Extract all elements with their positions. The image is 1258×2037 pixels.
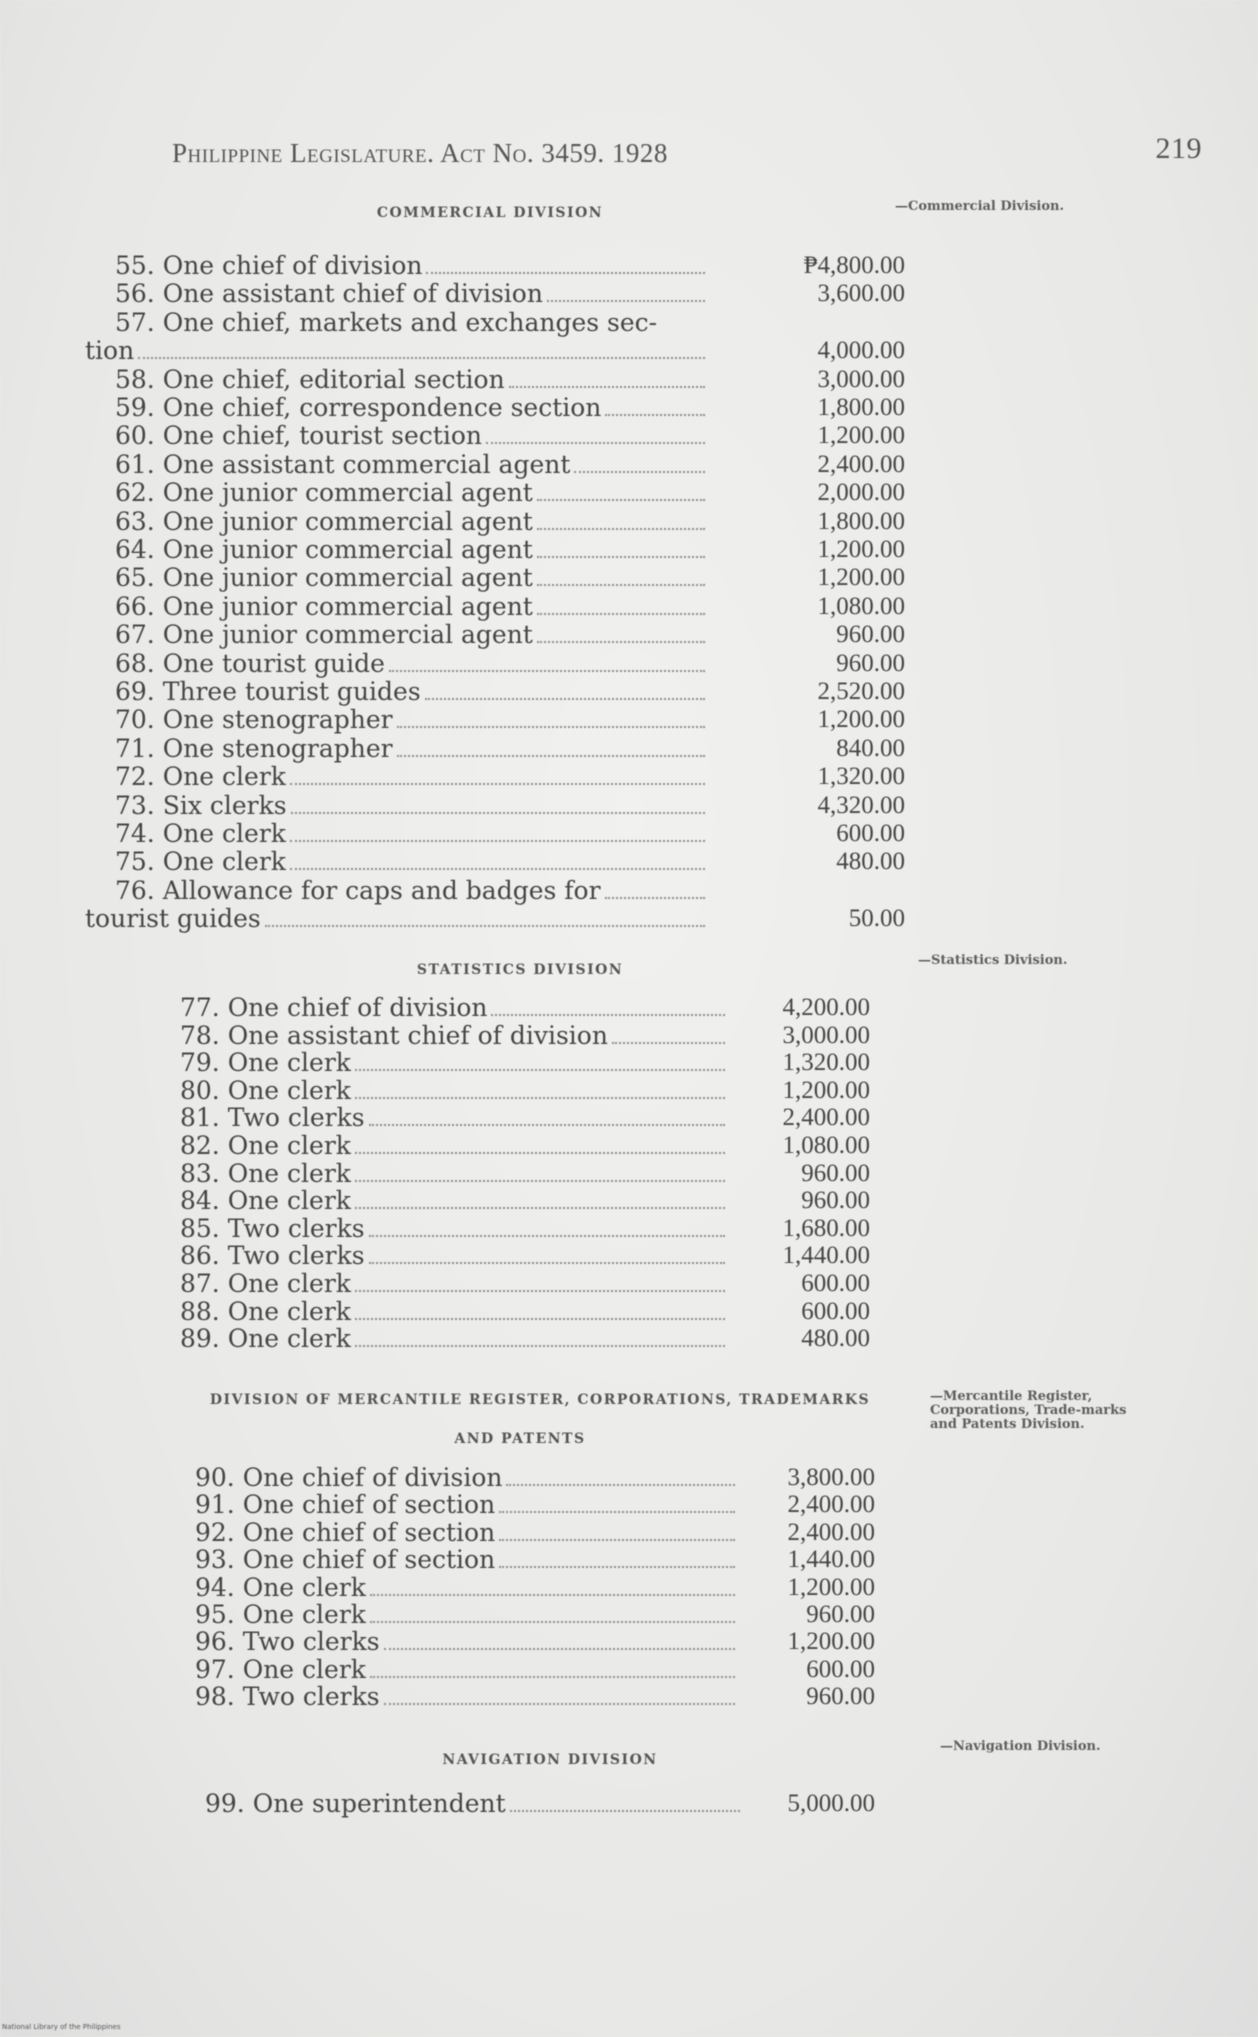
line-item-amount: 1,320.00: [782, 1049, 870, 1077]
line-item: [180, 1132, 920, 1160]
line-item-label: 65. One junior commercial agent: [115, 563, 533, 593]
line-item-label: 85. Two clerks: [180, 1213, 365, 1243]
line-item-label: 89. One clerk: [180, 1324, 351, 1354]
line-item: [180, 1104, 920, 1132]
dot-leader: [369, 1235, 725, 1237]
dot-leader: [537, 584, 705, 586]
line-item: [180, 1077, 920, 1105]
dot-leader: [537, 613, 705, 615]
line-item: [195, 1464, 930, 1492]
line-item-amount: 480.00: [801, 1325, 870, 1353]
dot-leader: [547, 300, 705, 302]
dot-leader: [384, 1703, 735, 1705]
dot-leader: [290, 868, 705, 870]
section-mercantile-items: [195, 1464, 930, 1744]
margin-note-mercantile: —Mercantile Register, Corporations, Trade-marks and Patents Division.: [930, 1389, 1127, 1432]
line-item-label: 72. One clerk: [115, 762, 286, 792]
line-item-label: 73. Six clerks: [115, 790, 287, 820]
dot-leader: [499, 1539, 735, 1541]
dot-leader: [612, 1042, 725, 1044]
dot-leader: [369, 1124, 725, 1126]
line-item-amount: 1,440.00: [787, 1546, 875, 1574]
line-item-amount: 1,800.00: [817, 507, 905, 535]
line-item: [115, 309, 905, 337]
line-item: [195, 1519, 930, 1547]
line-item-label: 67. One junior commercial agent: [115, 620, 533, 650]
dot-leader: [370, 1676, 735, 1678]
line-item-label: 70. One stenographer: [115, 705, 393, 735]
line-item-label: 86. Two clerks: [180, 1241, 365, 1271]
line-item-amount: 1,200.00: [817, 706, 905, 734]
line-item: [115, 763, 905, 791]
line-item-amount: 3,800.00: [787, 1464, 875, 1491]
dot-leader: [355, 1318, 725, 1320]
line-item-label: 60. One chief, tourist section: [115, 421, 482, 451]
dot-leader: [265, 925, 705, 927]
line-item: [180, 1049, 920, 1077]
line-item-label: 93. One chief of section: [195, 1545, 496, 1575]
line-item-amount: 480.00: [836, 848, 905, 876]
line-item-amount: 1,320.00: [817, 763, 905, 791]
line-item: [115, 536, 905, 564]
line-item: [205, 1790, 935, 1818]
line-item: [195, 1546, 930, 1574]
line-item-label: 83. One clerk: [180, 1158, 351, 1188]
dot-leader: [537, 499, 705, 501]
dot-leader: [605, 414, 705, 416]
dot-leader: [537, 556, 705, 558]
line-item: [180, 994, 920, 1022]
margin-note-navigation: —Navigation Division.: [940, 1739, 1101, 1754]
line-item-amount: 1,200.00: [782, 1076, 870, 1104]
line-item-label: 97. One clerk: [195, 1654, 366, 1684]
line-item: [85, 336, 905, 366]
line-item-amount: 1,200.00: [817, 536, 905, 563]
line-item-label: tourist guides: [85, 904, 261, 934]
line-item-label: 87. One clerk: [180, 1269, 351, 1298]
dot-leader: [486, 442, 705, 444]
line-item: [180, 1325, 920, 1353]
line-item-amount: 2,400.00: [817, 450, 905, 478]
line-item: [115, 621, 905, 649]
line-item-label: 82. One clerk: [180, 1131, 351, 1160]
dot-leader: [499, 1511, 735, 1513]
line-item-amount: 2,400.00: [782, 1104, 870, 1132]
section-commercial-items: [85, 251, 905, 934]
page-number: 219: [1155, 132, 1202, 165]
line-item-amount: 2,000.00: [817, 479, 905, 507]
line-item: [115, 280, 905, 308]
dot-leader: [291, 812, 705, 814]
dot-leader: [574, 471, 705, 473]
margin-note-statistics: —Statistics Division.: [918, 953, 1068, 968]
line-item-amount: 1,200.00: [817, 422, 905, 450]
line-item-label: 58. One chief, editorial section: [115, 364, 505, 394]
line-item-label: 94. One clerk: [195, 1572, 366, 1602]
line-item: [180, 1270, 920, 1298]
dot-leader: [426, 272, 705, 274]
line-item: [115, 735, 905, 763]
line-item-label: 92. One chief of section: [195, 1517, 496, 1547]
line-item-label: 62. One junior commercial agent: [115, 478, 533, 508]
dot-leader: [389, 670, 705, 672]
line-item-amount: 840.00: [836, 734, 905, 762]
line-item-amount: 1,800.00: [817, 394, 905, 421]
margin-note-commercial: —Commercial Division.: [895, 199, 1064, 214]
dot-leader: [355, 1180, 725, 1182]
dot-leader: [509, 386, 705, 388]
line-item-label: 98. Two clerks: [195, 1682, 380, 1712]
dot-leader: [537, 528, 705, 530]
line-item-label: 71. One stenographer: [115, 733, 393, 763]
line-item-amount: 4,320.00: [817, 791, 905, 819]
dot-leader: [370, 1621, 735, 1623]
line-item-amount: 960.00: [801, 1187, 870, 1215]
section-heading-commercial: COMMERCIAL DIVISION: [376, 205, 604, 221]
dot-leader: [355, 1290, 725, 1292]
section-navigation-items: [205, 1790, 935, 1830]
line-item: [115, 451, 905, 479]
line-item-amount: 3,000.00: [782, 1021, 870, 1049]
section-heading-mercantile-2: AND PATENTS: [454, 1431, 586, 1447]
line-item: [180, 1215, 920, 1243]
line-item: [115, 678, 905, 706]
line-item-amount: 2,400.00: [787, 1491, 875, 1519]
line-item-label: 64. One junior commercial agent: [115, 535, 533, 564]
line-item-amount: 1,080.00: [817, 592, 905, 620]
line-item-amount: 50.00: [848, 905, 905, 933]
dot-leader: [290, 783, 705, 785]
line-item: [195, 1656, 930, 1684]
line-item-label: 63. One junior commercial agent: [115, 506, 533, 536]
line-item-amount: 960.00: [836, 649, 905, 677]
line-item-label: 81. Two clerks: [180, 1103, 365, 1133]
line-item: [115, 792, 905, 820]
section-statistics-items: [180, 994, 920, 1384]
line-item-amount: 960.00: [801, 1159, 870, 1187]
line-item-label: 66. One junior commercial agent: [115, 591, 533, 621]
line-item-amount: 4,200.00: [782, 994, 870, 1021]
line-item-label: 69. Three tourist guides: [115, 677, 421, 706]
line-item-label: 79. One clerk: [180, 1048, 351, 1078]
line-item: [195, 1683, 930, 1711]
line-item-amount: 1,440.00: [782, 1242, 870, 1270]
line-item-label: 56. One assistant chief of division: [115, 279, 543, 309]
section-heading-mercantile: DIVISION OF MERCANTILE REGISTER, CORPORATIONS, TRADEMARKS: [209, 1392, 871, 1408]
line-item: [115, 650, 905, 678]
dot-leader: [506, 1484, 735, 1486]
dot-leader: [397, 755, 705, 757]
line-item-amount: 5,000.00: [787, 1790, 875, 1817]
line-item: [195, 1574, 930, 1602]
dot-leader: [355, 1207, 725, 1209]
line-item-label: 57. One chief, markets and exchanges sec-: [115, 307, 658, 337]
line-item-label: 68. One tourist guide: [115, 648, 385, 678]
line-item-amount: 2,520.00: [817, 678, 905, 705]
line-item-amount: 1,680.00: [782, 1214, 870, 1242]
line-item: [115, 593, 905, 621]
dot-leader: [355, 1345, 725, 1347]
line-item-amount: 960.00: [836, 621, 905, 649]
line-item-label: 90. One chief of division: [195, 1463, 503, 1492]
line-item-label: 76. Allowance for caps and badges for: [115, 875, 601, 905]
line-item-label: 74. One clerk: [115, 819, 286, 848]
dot-leader: [370, 1594, 735, 1596]
line-item: [195, 1491, 930, 1519]
line-item: [115, 706, 905, 734]
running-title: Philippine Legislature. Act No. 3459. 1928: [172, 138, 668, 168]
line-item-label: 61. One assistant commercial agent: [115, 449, 571, 479]
line-item-label: tion: [85, 336, 135, 366]
dot-leader: [355, 1152, 725, 1154]
dot-leader: [369, 1262, 725, 1264]
line-item-amount: 600.00: [801, 1270, 870, 1297]
line-item: [115, 848, 905, 876]
line-item-label: 59. One chief, correspondence section: [115, 393, 602, 422]
line-item-amount: 960.00: [806, 1683, 875, 1711]
line-item: [180, 1298, 920, 1326]
line-item-amount: 1,200.00: [787, 1573, 875, 1601]
line-item-amount: ₱4,800.00: [803, 252, 905, 279]
line-item-amount: 2,400.00: [787, 1518, 875, 1546]
line-item: [115, 422, 905, 450]
line-item: [115, 479, 905, 507]
line-item-amount: 960.00: [806, 1601, 875, 1628]
dot-leader: [290, 840, 705, 842]
line-item-amount: 1,200.00: [787, 1628, 875, 1656]
line-item-label: 77. One chief of division: [180, 993, 488, 1022]
footer-credit: National Library of the Philippines: [2, 2023, 121, 2031]
line-item: [115, 508, 905, 536]
line-item-label: 78. One assistant chief of division: [180, 1020, 608, 1050]
line-item-label: 96. Two clerks: [195, 1627, 380, 1657]
line-item: [195, 1601, 930, 1629]
dot-leader: [499, 1566, 735, 1568]
line-item: [180, 1187, 920, 1215]
line-item: [180, 1160, 920, 1188]
dot-leader: [491, 1014, 725, 1016]
line-item-label: 95. One clerk: [195, 1600, 366, 1629]
line-item-label: 91. One chief of section: [195, 1490, 496, 1520]
dot-leader: [605, 897, 705, 899]
dot-leader: [510, 1810, 740, 1812]
line-item: [195, 1628, 930, 1656]
line-item-label: 75. One clerk: [115, 847, 286, 877]
line-item: [180, 1022, 920, 1050]
line-item-label: 84. One clerk: [180, 1186, 351, 1216]
line-item: [115, 394, 905, 422]
dot-leader: [537, 641, 705, 643]
dot-leader: [397, 726, 705, 728]
page-header: [172, 132, 1202, 172]
line-item-amount: 1,200.00: [817, 564, 905, 592]
line-item: [115, 564, 905, 592]
dot-leader: [355, 1069, 725, 1071]
line-item-amount: 600.00: [801, 1297, 870, 1325]
line-item-amount: 600.00: [806, 1655, 875, 1683]
line-item-amount: 600.00: [836, 820, 905, 847]
dot-leader: [138, 357, 705, 359]
line-item: [115, 252, 905, 280]
line-item-amount: 3,600.00: [817, 280, 905, 308]
line-item-label: 55. One chief of division: [115, 251, 423, 280]
dot-leader: [425, 698, 705, 700]
dot-leader: [384, 1648, 735, 1650]
line-item: [115, 366, 905, 394]
section-heading-statistics: STATISTICS DIVISION: [416, 962, 624, 978]
line-item-amount: 1,080.00: [782, 1132, 870, 1159]
line-item-label: 80. One clerk: [180, 1075, 351, 1105]
line-item: [115, 820, 905, 848]
line-item: [180, 1242, 920, 1270]
line-item: [115, 877, 905, 905]
section-heading-navigation: NAVIGATION DIVISION: [442, 1752, 658, 1768]
line-item-amount: 3,000.00: [817, 365, 905, 393]
line-item-amount: 4,000.00: [817, 337, 905, 365]
line-item: [85, 904, 905, 934]
line-item-label: 99. One superintendent: [205, 1789, 506, 1818]
dot-leader: [355, 1097, 725, 1099]
line-item-label: 88. One clerk: [180, 1296, 351, 1326]
